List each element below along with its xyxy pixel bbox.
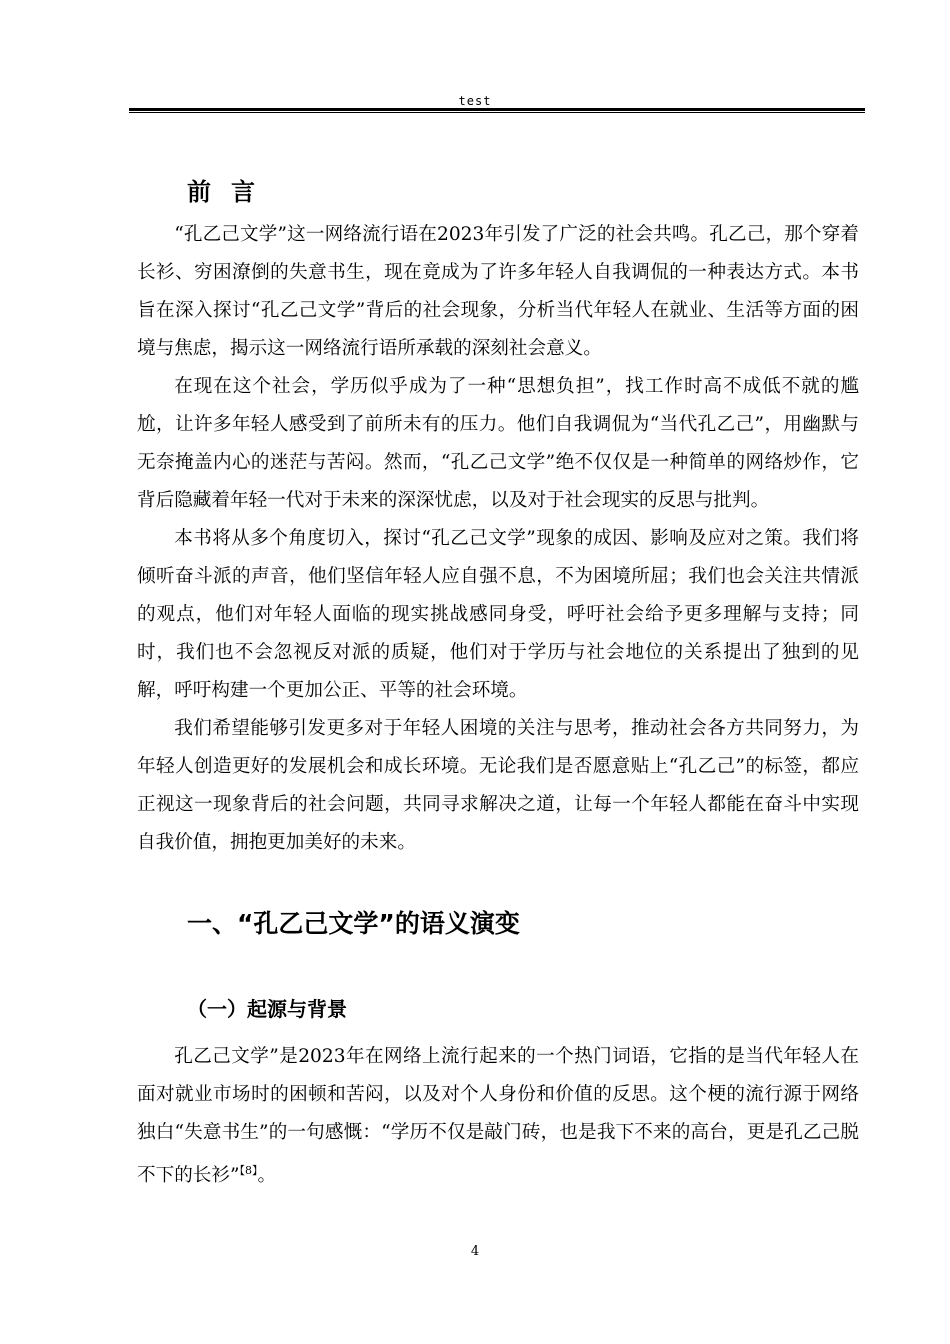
- preface-title: 前言: [187, 178, 275, 206]
- preface-paragraph-1: “孔乙己文学”这一网络流行语在2023年引发了广泛的社会共鸣。孔乙己，那个穿着长衫、穷困潦倒的失意书生，现在竟成为了许多年轻人自我调侃的一种表达方式。本书旨在深入探讨“孔乙己文学”背后的社会现象，分析当代年轻人在就业、生活等方面的困境与焦虑，揭示这一网络流行语所承载的深刻社会意义。: [137, 224, 859, 359]
- page-body: [137, 168, 859, 1195]
- running-header: test: [458, 94, 492, 108]
- header-divider: [129, 108, 865, 113]
- preface-paragraph-2: 在现在这个社会，学历似乎成为了一种“思想负担”，找工作时高不成低不就的尴尬，让许多年轻人感受到了前所未有的压力。他们自我调侃为“当代孔乙己”，用幽默与无奈掩盖内心的迷茫与苦闷。然而，“孔乙己文学”绝不仅仅是一种简单的网络炒作，它背后隐藏着年轻一代对于未来的深深忧虑，以及对于社会现实的反思与批判。: [137, 376, 859, 511]
- section-paragraph: [137, 1038, 859, 1195]
- section-title: （一）起源与背景: [187, 997, 347, 1021]
- section-paragraph-end: 。: [257, 1165, 277, 1187]
- citation-link[interactable]: 【8】: [239, 1164, 258, 1177]
- page-number: 4: [470, 1244, 480, 1259]
- section-paragraph-text: 孔乙己文学”是2023年在网络上流行起来的一个热门词语，它指的是当代年轻人在面对就业市场时的困顿和苦闷，以及对个人身份和价值的反思。这个梗的流行源于网络独白“失意书生”的一句感慨：“学历不仅是敲门砖，也是我下不来的高台，更是孔乙己脱不下的长衫”: [137, 1046, 859, 1187]
- preface-paragraph-4: 我们希望能够引发更多对于年轻人困境的关注与思考，推动社会各方共同努力，为年轻人创造更好的发展机会和成长环境。无论我们是否愿意贴上“孔乙己”的标签，都应正视这一现象背后的社会问题，共同寻求解决之道，让每一个年轻人都能在奋斗中实现自我价值，拥抱更加美好的未来。: [137, 718, 859, 853]
- preface-paragraph-3: 本书将从多个角度切入，探讨“孔乙己文学”现象的成因、影响及应对之策。我们将倾听奋斗派的声音，他们坚信年轻人应自强不息，不为困境所屈；我们也会关注共情派的观点，他们对年轻人面临的现实挑战感同身受，呼吁社会给予更多理解与支持；同时，我们也不会忽视反对派的质疑，他们对于学历与社会地位的关系提出了独到的见解，呼吁构建一个更加公正、平等的社会环境。: [137, 528, 859, 701]
- chapter-title: 一、“孔乙己文学”的语义演变: [187, 909, 520, 938]
